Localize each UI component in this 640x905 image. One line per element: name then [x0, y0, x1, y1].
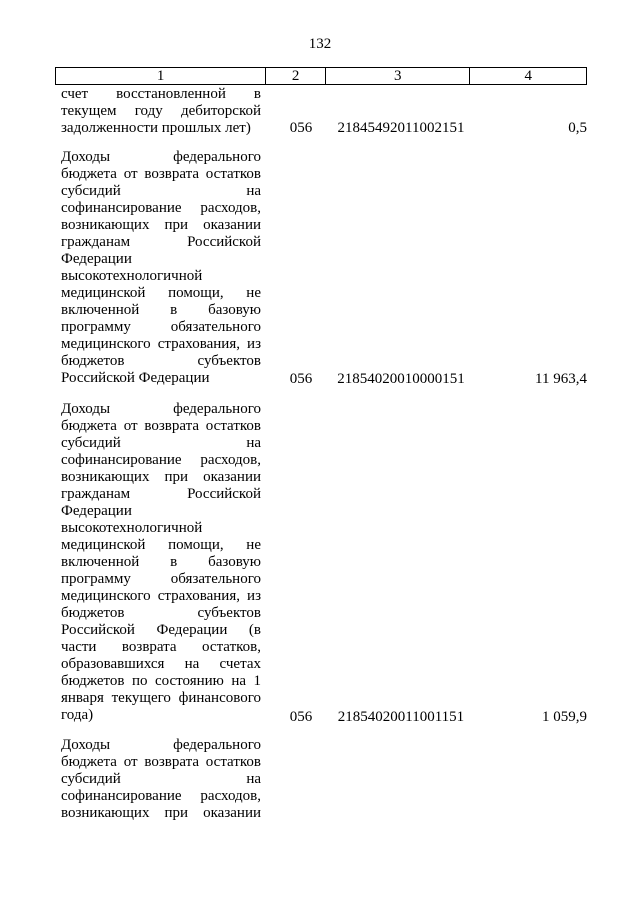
header-col-3: 3	[326, 68, 470, 84]
row-description	[61, 86, 261, 137]
desc-line: возникающих при оказании	[61, 217, 261, 233]
desc-line: бюджетов субъектов	[61, 605, 261, 621]
amount-value: 11 963,4	[535, 371, 587, 387]
desc-line: бюджета от возврата остатков	[61, 754, 261, 770]
kbk-code: 21854020011001151	[337, 709, 465, 725]
desc-line: бюджета от возврата остатков	[61, 166, 261, 182]
desc-line: текущем году дебиторской	[61, 103, 261, 119]
desc-line: медицинского страхования, из	[61, 336, 261, 352]
desc-line: задолженности прошлых лет)	[61, 120, 251, 136]
header-col-4: 4	[524, 68, 532, 84]
desc-line: возникающих при оказании	[61, 805, 261, 821]
desc-line: медицинского страхования, из	[61, 588, 261, 604]
amount-value: 0,5	[568, 120, 587, 136]
desc-line: Федерации	[61, 251, 132, 267]
row-description	[61, 737, 261, 822]
table-header	[55, 67, 587, 85]
desc-line: программу обязательного	[61, 319, 261, 335]
desc-line: включенной в базовую	[61, 302, 261, 318]
desc-line: включенной в базовую	[61, 554, 261, 570]
desc-line: субсидий на	[61, 771, 261, 787]
desc-line: Российской Федерации	[61, 370, 210, 386]
kbk-code: 21845492011002151	[337, 120, 465, 136]
desc-line: Доходы федерального	[61, 737, 261, 753]
kbk-code: 21854020010000151	[337, 371, 465, 387]
desc-line: гражданам Российской	[61, 234, 261, 250]
amount-value: 1 059,9	[542, 709, 587, 725]
row-description	[61, 401, 261, 724]
desc-line: Федерации	[61, 503, 132, 519]
admin-code: 056	[289, 120, 313, 136]
desc-line: образовавшихся на счетах	[61, 656, 261, 672]
admin-code: 056	[289, 709, 313, 725]
desc-line: субсидий на	[61, 435, 261, 451]
desc-line: счет восстановленной в	[61, 86, 261, 102]
desc-line: медицинской помощи, не	[61, 285, 261, 301]
row-description	[61, 149, 261, 387]
desc-line: января текущего финансового	[61, 690, 261, 706]
header-col-2: 2	[266, 68, 326, 84]
desc-line: высокотехнологичной	[61, 268, 203, 284]
desc-line: медицинской помощи, не	[61, 537, 261, 553]
desc-line: гражданам Российской	[61, 486, 261, 502]
desc-line: субсидий на	[61, 183, 261, 199]
desc-line: бюджета от возврата остатков	[61, 418, 261, 434]
desc-line: бюджетов субъектов	[61, 353, 261, 369]
desc-line: бюджетов по состоянию на 1	[61, 673, 261, 689]
desc-line: программу обязательного	[61, 571, 261, 587]
desc-line: возникающих при оказании	[61, 469, 261, 485]
page-number: 132	[308, 36, 332, 52]
desc-line: Российской Федерации (в	[61, 622, 261, 638]
header-col-1: 1	[56, 68, 266, 84]
desc-line: года)	[61, 707, 94, 723]
desc-line: софинансирование расходов,	[61, 452, 261, 468]
admin-code: 056	[289, 371, 313, 387]
desc-line: Доходы федерального	[61, 149, 261, 165]
desc-line: софинансирование расходов,	[61, 788, 261, 804]
desc-line: софинансирование расходов,	[61, 200, 261, 216]
desc-line: Доходы федерального	[61, 401, 261, 417]
desc-line: части возврата остатков,	[61, 639, 261, 655]
desc-line: высокотехнологичной	[61, 520, 203, 536]
